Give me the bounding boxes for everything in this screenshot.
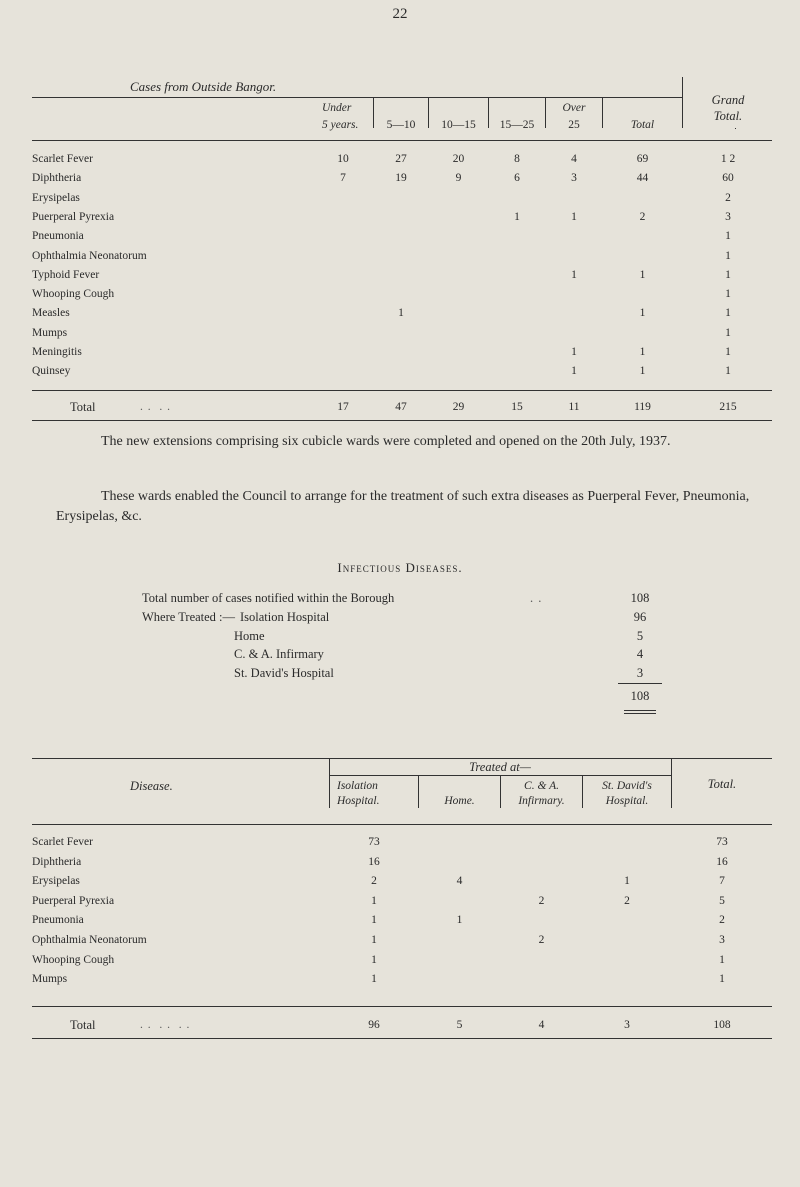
treatment-place-name: C. & A. Infirmary [234, 647, 324, 661]
table1-total-dots: . . . . [140, 401, 171, 413]
treatment-place-name: Isolation Hospital [240, 610, 330, 624]
table2-header-infirmary: Infirmary. [518, 795, 565, 807]
table1-header-over: Over [562, 102, 586, 114]
table2-header-st-davids-hospital: Hospital. [605, 795, 649, 807]
table1-row-disease: Whooping Cough [32, 288, 115, 300]
table2-disease-header: Disease. [130, 779, 173, 793]
table1-cell: 1 [639, 307, 646, 319]
table2-cell: 1 [624, 875, 630, 887]
table1-header-total: Total [630, 119, 655, 131]
table1-header-rule [32, 97, 682, 98]
table2-cell: 7 [719, 875, 725, 887]
table1-total-cell: 17 [337, 401, 349, 413]
table1-cell: 1 [725, 365, 731, 377]
table1-cell: 60 [722, 172, 734, 184]
table1-cell: 69 [636, 153, 649, 165]
treatment-place-name: Home [234, 629, 265, 643]
table1-total-rule [32, 390, 772, 391]
table1-cell: 1 [398, 307, 404, 319]
table2-total-cell: 108 [713, 1019, 731, 1031]
table1-cell: 1 [514, 211, 520, 223]
table1-total-cell: 47 [395, 401, 407, 413]
table1-cell: 2 [725, 192, 731, 204]
table2-cell: 1 [371, 973, 377, 985]
table1-row-disease: Diphtheria [32, 172, 82, 184]
table1-cell: 1 [571, 365, 577, 377]
table2-cell: 1 [371, 934, 377, 946]
table1-total-cell: 215 [719, 401, 737, 413]
table2-total-dots: . . . . . . [140, 1019, 191, 1031]
table2-total-cell: 3 [624, 1019, 630, 1031]
table1-row-disease: Pneumonia [32, 230, 84, 242]
table2-cell: 1 [719, 954, 725, 966]
table1-row-disease: Meningitis [32, 346, 82, 358]
table1-cell: 1 [725, 346, 731, 358]
treated-sum-value: 108 [630, 689, 650, 703]
table1-header-25: 25 [568, 119, 580, 131]
table1-header-grand: Grand [711, 93, 745, 107]
table1-body-rule [32, 140, 772, 141]
table2-cell: 73 [716, 836, 728, 848]
table2-total-rule [32, 1006, 772, 1007]
table1-cell: 1 [725, 230, 731, 242]
table2-row-disease: Mumps [32, 973, 68, 985]
table2-total-label: Total [70, 1018, 96, 1032]
table1-cell: 1 [725, 327, 731, 339]
table2-cell: 2 [538, 895, 545, 907]
where-treated-label: Where Treated :— [142, 610, 236, 624]
table2-header-home: Home. [444, 795, 475, 807]
table1-row-disease: Erysipelas [32, 192, 80, 204]
treatment-place-name: St. David's Hospital [234, 666, 334, 680]
table1-cell: 27 [395, 153, 407, 165]
table1-cell: 1 [639, 346, 646, 358]
table2-total-header: Total. [707, 777, 737, 791]
table1-row-disease: Mumps [32, 327, 68, 339]
table1-cell: 20 [452, 153, 465, 165]
table1-cell: 1 2 [720, 153, 736, 165]
treatment-place-count: 5 [636, 629, 644, 643]
table1-header-grand-total: Total. [713, 109, 743, 123]
table1-total-cell: 29 [452, 401, 465, 413]
table1-row-disease: Scarlet Fever [32, 153, 93, 165]
table2-cell: 16 [716, 856, 728, 868]
table1-header-under: Under [322, 102, 352, 114]
table1-row-disease: Puerperal Pyrexia [32, 211, 115, 223]
table1-cell: 7 [340, 172, 346, 184]
notified-total-value: 108 [630, 591, 650, 605]
table2-cell: 4 [456, 875, 463, 887]
table2-cell: 73 [368, 836, 380, 848]
table2-header-isolation: Isolation [337, 780, 378, 792]
table1-bottom-rule [32, 420, 772, 421]
table1-cell: 8 [514, 153, 520, 165]
table1-cell: 1 [639, 269, 646, 281]
table1-cell: 1 [639, 365, 646, 377]
table2-cell: 5 [719, 895, 725, 907]
table2-row-disease: Diphtheria [32, 856, 82, 868]
table1-header-under-years: 5 years. [322, 119, 359, 131]
table1-cell: 44 [636, 172, 649, 184]
table1-header-10-15: 10—15 [441, 119, 476, 131]
leader-dots: . . [530, 591, 543, 605]
infectious-diseases-heading: Infectious Diseases. [337, 560, 463, 575]
table2-row-disease: Erysipelas [32, 875, 80, 887]
table2-body-rule [32, 824, 772, 825]
table1-row-disease: Typhoid Fever [32, 269, 100, 281]
table1-total-cell: 11 [568, 401, 580, 413]
paragraph-wards: These wards enabled the Council to arrange for the treatment of such extra diseases as Puerperal Fever, Pneumonia, Erysipelas, &c. [56, 489, 750, 524]
table2-cell: 16 [368, 856, 380, 868]
table2-cell: 1 [719, 973, 725, 985]
table1-row-disease: Ophthalmia Neonatorum [32, 250, 147, 262]
double-rule-top [624, 710, 656, 711]
table1-cell: 1 [571, 269, 577, 281]
table1-cell: 1 [725, 307, 731, 319]
double-rule-bottom [624, 713, 656, 714]
table2-total-cell: 96 [368, 1019, 380, 1031]
table2-cell: 1 [371, 954, 377, 966]
table2-cell: 1 [371, 895, 377, 907]
table1-cell: 1 [725, 288, 731, 300]
table1-header-5-10: 5—10 [386, 119, 416, 131]
table1-col-divider [735, 128, 736, 129]
table1-cell: 3 [725, 211, 731, 223]
table2-cell: 3 [719, 934, 725, 946]
table2-cell: 1 [371, 914, 377, 926]
table1-caption: Cases from Outside Bangor. [130, 79, 277, 94]
table1-total-cell: 15 [511, 401, 523, 413]
table2-header-ca: C. & A. [524, 780, 559, 792]
table1-header-15-25: 15—25 [499, 119, 535, 131]
treatment-place-count: 96 [633, 610, 647, 624]
table1-cell: 3 [571, 172, 577, 184]
table1-cell: 6 [514, 172, 520, 184]
table1-cell: 19 [395, 172, 407, 184]
table2-row-disease: Pneumonia [32, 914, 84, 926]
table2-cell: 1 [456, 914, 463, 926]
table2-cell: 2 [371, 875, 377, 887]
table1-cell: 9 [455, 172, 462, 184]
page-number: 22 [392, 6, 408, 22]
table1-cell: 1 [725, 269, 731, 281]
table1-cell: 1 [571, 211, 577, 223]
table1-total-label: Total [70, 400, 96, 414]
notified-total-label: Total number of cases notified within the Borough [142, 591, 395, 605]
table2-total-cell: 4 [538, 1019, 545, 1031]
table1-total-cell: 119 [634, 401, 651, 413]
table2-cell: 2 [719, 914, 725, 926]
table2-bottom-rule [32, 1038, 772, 1039]
table2-total-cell: 5 [456, 1019, 463, 1031]
treatment-place-count: 4 [636, 647, 644, 661]
table2-cell: 2 [624, 895, 630, 907]
table2-row-disease: Ophthalmia Neonatorum [32, 934, 147, 946]
table2-treated-at-header: Treated at— [469, 760, 531, 774]
table1-cell: 4 [571, 153, 577, 165]
table2-row-disease: Puerperal Pyrexia [32, 895, 115, 907]
table1-row-disease: Measles [32, 307, 70, 319]
treatment-place-count: 3 [636, 666, 644, 680]
table2-row-disease: Scarlet Fever [32, 836, 93, 848]
table2-top-rule [32, 758, 772, 759]
table2-header-hospital: Hospital. [337, 795, 380, 807]
table1-cell: 10 [337, 153, 349, 165]
table1-cell: 2 [639, 211, 646, 223]
sum-rule [618, 683, 662, 684]
table2-row-disease: Whooping Cough [32, 954, 115, 966]
paragraph-extensions: The new extensions comprising six cubicle wards were completed and opened on the 20th July, 1937. [101, 434, 671, 449]
table2-cell: 2 [538, 934, 545, 946]
table1-cell: 1 [725, 250, 731, 262]
table2-header-st-davids: St. David's [602, 780, 652, 792]
table1-row-disease: Quinsey [32, 365, 71, 377]
table1-cell: 1 [571, 346, 577, 358]
